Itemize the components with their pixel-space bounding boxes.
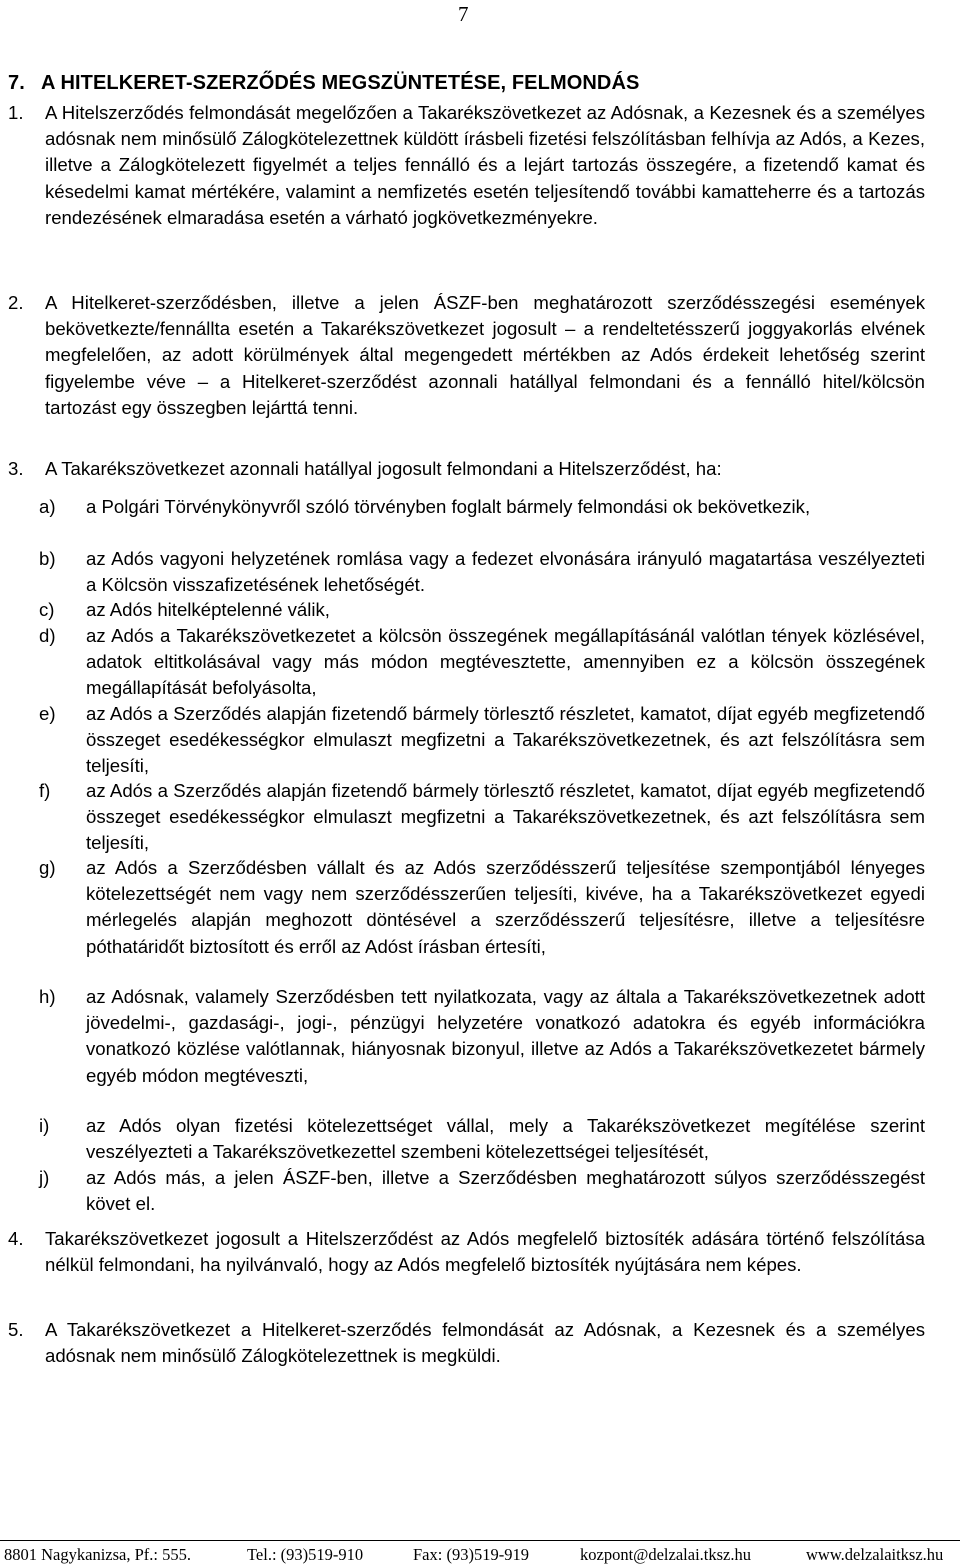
clause-3 (8, 456, 925, 482)
section-title: A HITELKERET-SZERZŐDÉS MEGSZÜNTETÉSE, FELMONDÁS (41, 72, 640, 94)
clause-text: A Hitelkeret-szerződésben, illetve a jelen ÁSZF-ben meghatározott szerződésszegési események bekövetkezte/fennállta esetén a Takarékszövetkezet jogosult – a rendeltetésszerű joggyakorlás elvének megfelelően, az adott körülmények által megengedett mértékben az Adós érdekeit lehetőség szerint figyelembe véve – a Hitelkeret-szerződést azonnali hatállyal felmondani és a fennálló hitel/kölcsön tartozást egy összegben lejárttá tenni. (45, 292, 925, 418)
section-number: 7. (8, 72, 25, 94)
subclause-letter: f) (39, 780, 51, 801)
subclause-text: az Adós hitelképtelenné válik, (86, 599, 330, 620)
clause-number: 3. (8, 458, 24, 479)
page-number: 7 (458, 2, 469, 26)
clause-number: 2. (8, 292, 24, 313)
subclause-i (39, 1113, 925, 1165)
subclause-text: az Adós vagyoni helyzetének romlása vagy a fedezet elvonására irányuló magatartása veszélyezteti a Kölcsön visszafizetésének lehetőségét. (86, 548, 925, 596)
clause-5 (8, 1317, 925, 1369)
subclause-text: az Adós a Szerződés alapján fizetendő bármely törlesztő részletet, kamatot, díjat egyéb megfizetendő összeget esedékességkor elmulaszt megfizetni a Takarékszövetkezetnek, és azt felszólításra sem teljesíti, (86, 780, 925, 854)
clause-number: 1. (8, 102, 24, 123)
subclause-letter: e) (39, 703, 56, 724)
subclause-letter: g) (39, 857, 56, 878)
clause-text: A Takarékszövetkezet azonnali hatállyal jogosult felmondani a Hitelszerződést, ha: (45, 458, 722, 479)
subclause-text: az Adós olyan fizetési kötelezettséget vállal, mely a Takarékszövetkezet megítélése szerint veszélyezteti a Takarékszövetkezettel szembeni kötelezettségei teljesítését, (86, 1115, 925, 1163)
footer-phone: Tel.: (93)519-910 (247, 1545, 364, 1564)
subclause-letter: h) (39, 986, 56, 1007)
subclause-f (39, 778, 925, 857)
footer-email[interactable]: kozpont@delzalai.tksz.hu (580, 1545, 751, 1564)
subclause-text: az Adósnak, valamely Szerződésben tett nyilatkozata, vagy az általa a Takarékszövetkezetnek adott jövedelmi-, gazdasági-, jogi-, pénzügyi helyzetére vonatkozó adatokra és egyéb információkra vonatkozó közlése valótlannak, hiányosnak bizonyul, illetve az Adós a Takarékszövetkezetet bármely egyéb módon megtéveszti, (86, 986, 925, 1086)
clause-4 (8, 1226, 925, 1278)
clause-text: A Hitelszerződés felmondását megelőzően a Takarékszövetkezet az Adósnak, a Kezesnek és a személyes adósnak nem minősülő Zálogkötelezettnek küldött írásbeli fizetési felszólításban felhívja az Adós, a Kezes, illetve a Zálogkötelezett figyelmét a teljes fennálló és a lejárt tartozás összegére, a fizetendő kamat és késedelmi kamat mértékére, valamint a nemfizetés esetén teljesítendő további kamatteherre és a tartozás rendezésének elmaradása esetén a várható jogkövetkezményekre. (45, 102, 925, 228)
clause-1 (8, 100, 925, 231)
subclause-text: az Adós a Szerződésben vállalt és az Adós szerződésszerű teljesítése szempontjából lényeges kötelezettségét nem vagy nem szerződésszerűen teljesíti, kivéve, ha a Takarékszövetkezet egyedi mérlegelés alapján meghozott döntésével a szerződésszerű teljesítésre, illetve a teljesítésre póthatáridőt biztosított és erről az Adóst írásban értesíti, (86, 857, 925, 957)
subclause-letter: i) (39, 1115, 50, 1136)
clause-text: Takarékszövetkezet jogosult a Hitelszerződést az Adós megfelelő biztosíték adására történő felszólítása nélkül felmondani, ha nyilvánvaló, hogy az Adós megfelelő biztosíték nyújtására nem képes. (45, 1228, 925, 1276)
subclause-letter: j) (39, 1167, 50, 1188)
subclause-text: az Adós a Takarékszövetkezetet a kölcsön összegének megállapításánál valótlan tények közlésével, adatok eltitkolásával vagy más módon megtévesztette, amennyiben ez a kölcsön összegének megállapítását befolyásolta, (86, 625, 925, 699)
footer-website[interactable]: www.delzalaitksz.hu (806, 1545, 944, 1564)
subclause-b (39, 546, 925, 598)
subclause-e (39, 701, 925, 780)
footer-fax: Fax: (93)519-919 (413, 1545, 529, 1564)
footer-divider (0, 1540, 960, 1541)
subclause-letter: b) (39, 548, 56, 569)
subclause-text: a Polgári Törvénykönyvről szóló törvényben foglalt bármely felmondási ok bekövetkezik, (86, 496, 811, 517)
subclause-h (39, 984, 925, 1089)
footer-address: 8801 Nagykanizsa, Pf.: 555. (4, 1545, 191, 1564)
subclause-text: az Adós a Szerződés alapján fizetendő bármely törlesztő részletet, kamatot, díjat egyéb megfizetendő összeget esedékességkor elmulaszt megfizetni a Takarékszövetkezetnek, és azt felszólításra sem teljesíti, (86, 703, 925, 777)
subclause-c (39, 597, 925, 623)
subclause-a (39, 494, 925, 520)
clause-2 (8, 290, 925, 421)
subclause-letter: d) (39, 625, 56, 646)
footer (0, 1545, 960, 1567)
clause-number: 5. (8, 1319, 24, 1340)
subclause-text: az Adós más, a jelen ÁSZF-ben, illetve a Szerződésben meghatározott súlyos szerződésszegést követ el. (86, 1167, 925, 1215)
clause-text: A Takarékszövetkezet a Hitelkeret-szerződés felmondását az Adósnak, a Kezesnek és a személyes adósnak nem minősülő Zálogkötelezettnek is megküldi. (45, 1319, 925, 1367)
subclause-g (39, 855, 925, 960)
subclause-j (39, 1165, 925, 1217)
subclause-letter: a) (39, 496, 56, 517)
subclause-letter: c) (39, 599, 55, 620)
clause-number: 4. (8, 1228, 24, 1249)
section-heading (8, 72, 639, 95)
subclause-d (39, 623, 925, 702)
